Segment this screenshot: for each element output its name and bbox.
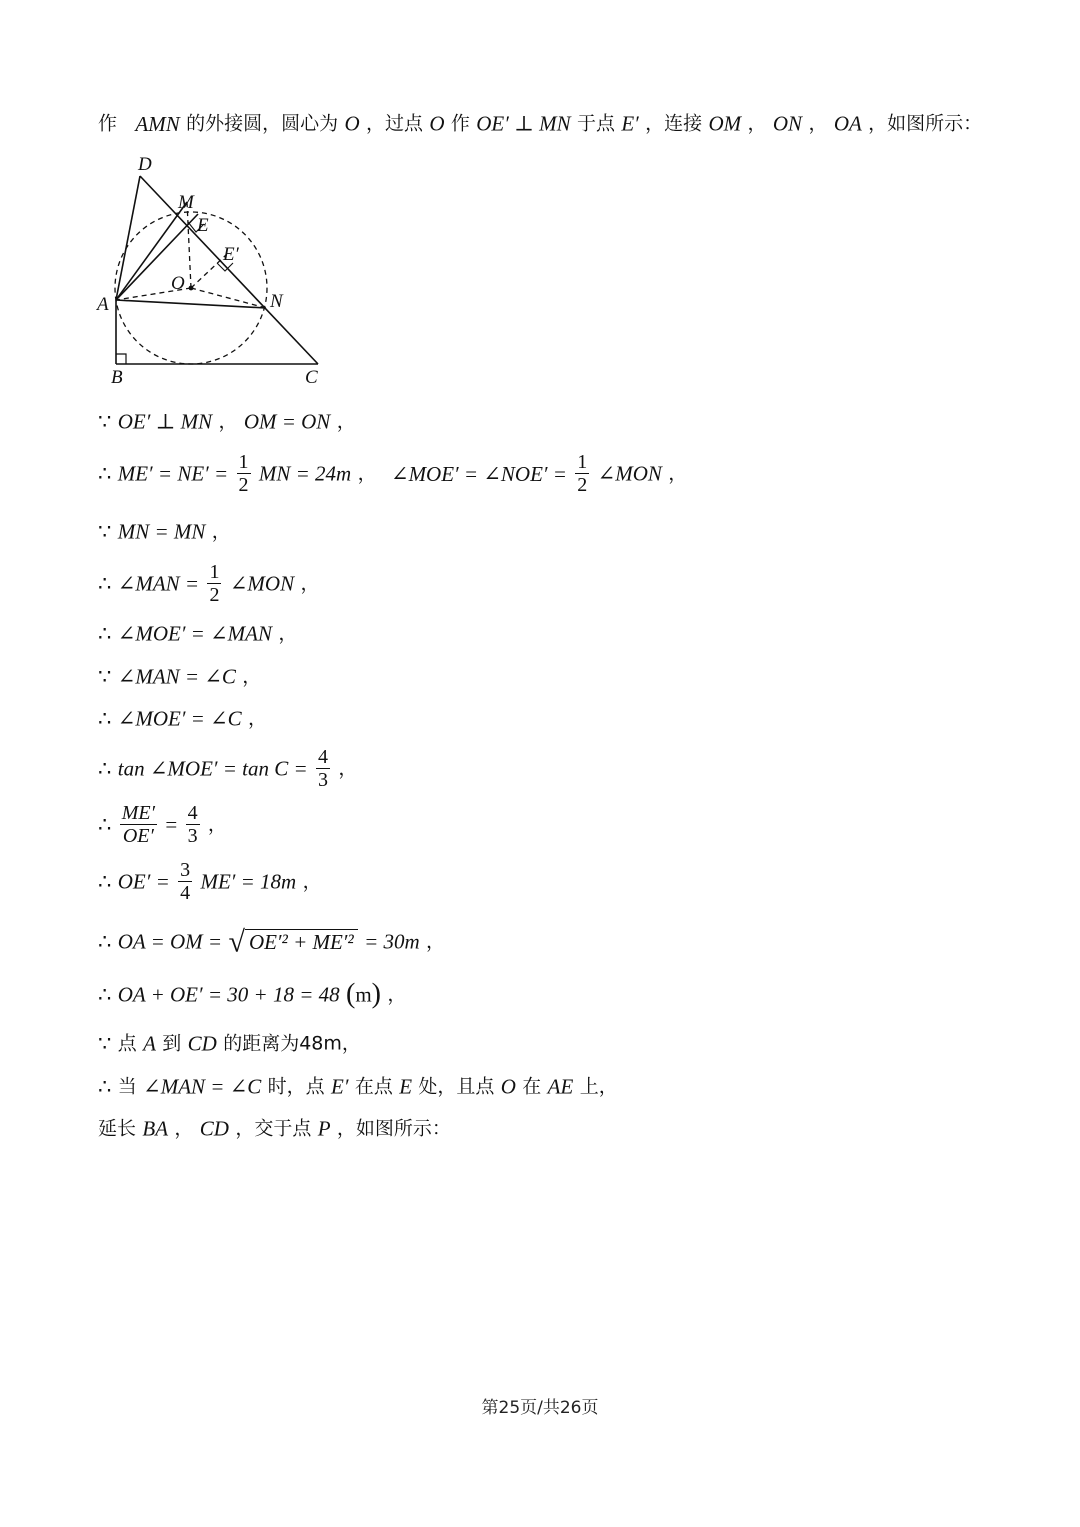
segment-an (116, 300, 266, 308)
math: MN = MN (117, 519, 206, 544)
text: 处，且点 (418, 1075, 495, 1098)
label-b: B (111, 367, 123, 388)
numerator: 3 (180, 859, 191, 881)
math: ∠MAN = ∠C (143, 1074, 262, 1099)
text: 上， (579, 1075, 618, 1098)
denominator: OE′ (122, 825, 154, 847)
text: 作 (450, 112, 470, 135)
fraction (237, 451, 251, 496)
text: ， (426, 930, 446, 953)
text: ， (207, 813, 227, 836)
step-12 (98, 975, 406, 1013)
therefore-symbol: ∴ (98, 1074, 112, 1099)
label-m: M (178, 192, 194, 213)
label-e: E (197, 215, 209, 236)
numerator: 1 (577, 451, 588, 473)
step-14 (98, 1071, 618, 1101)
label-e-prime: E′ (223, 244, 239, 265)
intro-line (98, 108, 982, 138)
segment-oe2 (191, 255, 226, 288)
label-c: C (305, 367, 318, 388)
segment-om (187, 202, 191, 288)
fraction (316, 746, 330, 791)
text: ， (174, 1117, 194, 1140)
text: ， (338, 757, 358, 780)
numerator: ME′ (121, 802, 155, 824)
math: = 30m (364, 929, 420, 954)
math: O (500, 1074, 516, 1099)
numerator: 1 (209, 561, 220, 583)
step-13 (98, 1028, 361, 1058)
math: OE′ ⊥ MN (117, 409, 213, 434)
fraction (207, 561, 221, 606)
because-symbol: ∵ (98, 409, 112, 434)
step-11 (98, 922, 445, 960)
math: OM (708, 111, 742, 136)
text: ，如图所示： (868, 112, 983, 135)
therefore-symbol: ∴ (98, 621, 112, 646)
step-8 (98, 742, 357, 794)
step-9 (98, 798, 227, 850)
math: OE′ ⊥ MN (476, 111, 571, 136)
math: CD (187, 1031, 217, 1056)
step-4 (98, 558, 319, 608)
denominator: 2 (209, 584, 220, 606)
text: 延长 (98, 1117, 137, 1140)
step-3 (98, 516, 231, 546)
text: ， (218, 410, 238, 433)
step-10 (98, 856, 322, 906)
math: OA + OE′ = 30 + 18 = 48 (117, 982, 340, 1007)
therefore-symbol: ∴ (98, 929, 112, 954)
text: ， (387, 983, 407, 1006)
text: ，交于点 (235, 1117, 312, 1140)
therefore-symbol: ∴ (98, 982, 112, 1007)
fraction (178, 859, 192, 904)
math: ME′ = NE′ = (117, 461, 229, 486)
math: O (429, 111, 445, 136)
text: ， (242, 665, 262, 688)
math: E′ (621, 111, 639, 136)
text: 时，点 (267, 1075, 325, 1098)
math: E (399, 1074, 413, 1099)
segment-da (116, 176, 140, 300)
math: E′ (331, 1074, 349, 1099)
square-root: √ OE′² + ME′² (228, 923, 357, 961)
because-symbol: ∵ (98, 519, 112, 544)
text: ，连接 (645, 112, 703, 135)
step-2 (98, 448, 687, 498)
segment-ae (116, 214, 198, 300)
text: ， (668, 462, 688, 485)
math: ∠MOE′ = ∠NOE′ = (390, 461, 567, 486)
text: 当 (117, 1075, 137, 1098)
equals-sign: = (165, 812, 178, 837)
step-6 (98, 661, 261, 691)
text: ， (211, 520, 231, 543)
text: ， (300, 572, 320, 595)
math: ME′ = 18m (200, 869, 297, 894)
text: 的外接圆，圆心为 (186, 112, 339, 135)
numerator: 1 (238, 451, 249, 473)
label-n: N (270, 291, 283, 312)
text: ， (248, 707, 268, 730)
step-15 (98, 1113, 451, 1143)
numerator: 4 (187, 802, 198, 824)
math: tan ∠MOE′ = tan C = (117, 756, 308, 781)
text: 点 (117, 1032, 137, 1055)
radicand: OE′² + ME′² (245, 929, 358, 954)
denominator: 2 (238, 474, 249, 496)
math: CD (199, 1116, 229, 1141)
geometry-figure (92, 150, 342, 395)
step-1 (98, 406, 356, 436)
math: A (143, 1031, 156, 1056)
text: ， (302, 870, 322, 893)
step-5 (98, 618, 297, 648)
therefore-symbol: ∴ (98, 756, 112, 781)
text: ，如图所示： (336, 1117, 451, 1140)
because-symbol: ∵ (98, 1031, 112, 1056)
paren-open: ( (345, 978, 356, 1010)
math: ON (772, 111, 803, 136)
math: OM = ON (243, 409, 331, 434)
therefore-symbol: ∴ (98, 461, 112, 486)
therefore-symbol: ∴ (98, 571, 112, 596)
denominator: 3 (187, 825, 198, 847)
math: ∠MOE′ = ∠MAN (117, 621, 273, 646)
text: 作 (98, 112, 118, 135)
unit: m (355, 982, 372, 1007)
label-a: A (97, 294, 109, 315)
paren-close: ) (371, 978, 381, 1010)
math: BA (142, 1116, 169, 1141)
text: ， (808, 112, 828, 135)
text: ， (357, 462, 377, 485)
center-point (189, 286, 194, 291)
therefore-symbol: ∴ (98, 812, 112, 837)
math: AMN (135, 111, 180, 136)
text: 于点 (576, 112, 615, 135)
math: OA (833, 111, 862, 136)
fraction (186, 802, 200, 847)
label-o: O (171, 273, 185, 294)
math: ∠MAN = ∠C (117, 664, 236, 689)
numerator: 4 (318, 746, 329, 768)
text: 在 (522, 1075, 542, 1098)
denominator: 2 (577, 474, 588, 496)
math: ∠MAN = (117, 571, 200, 596)
text: 到 (162, 1032, 182, 1055)
because-symbol: ∵ (98, 664, 112, 689)
math: P (317, 1116, 331, 1141)
denominator: 3 (318, 769, 329, 791)
right-angle-b (116, 354, 126, 364)
text: 的距离为48m， (223, 1032, 361, 1055)
math: ∠MON (229, 571, 295, 596)
math: ∠MON (597, 461, 662, 486)
math: AE (547, 1074, 574, 1099)
label-d: D (138, 154, 152, 175)
fraction (120, 802, 157, 847)
fraction (575, 451, 589, 496)
therefore-symbol: ∴ (98, 706, 112, 731)
text: ， (336, 410, 356, 433)
text: ， (278, 622, 298, 645)
page-footer: 第25页/共26页 (481, 1398, 599, 1418)
math: OE′ = (117, 869, 170, 894)
therefore-symbol: ∴ (98, 869, 112, 894)
text: ，过点 (365, 112, 423, 135)
math: ∠MOE′ = ∠C (117, 706, 242, 731)
math: MN = 24m (258, 461, 352, 486)
text: ， (747, 112, 767, 135)
segment-cd (140, 176, 318, 364)
step-7 (98, 703, 267, 733)
math: OA = OM = (117, 929, 223, 954)
math: O (344, 111, 360, 136)
denominator: 4 (180, 882, 191, 904)
text: 在点 (354, 1075, 393, 1098)
